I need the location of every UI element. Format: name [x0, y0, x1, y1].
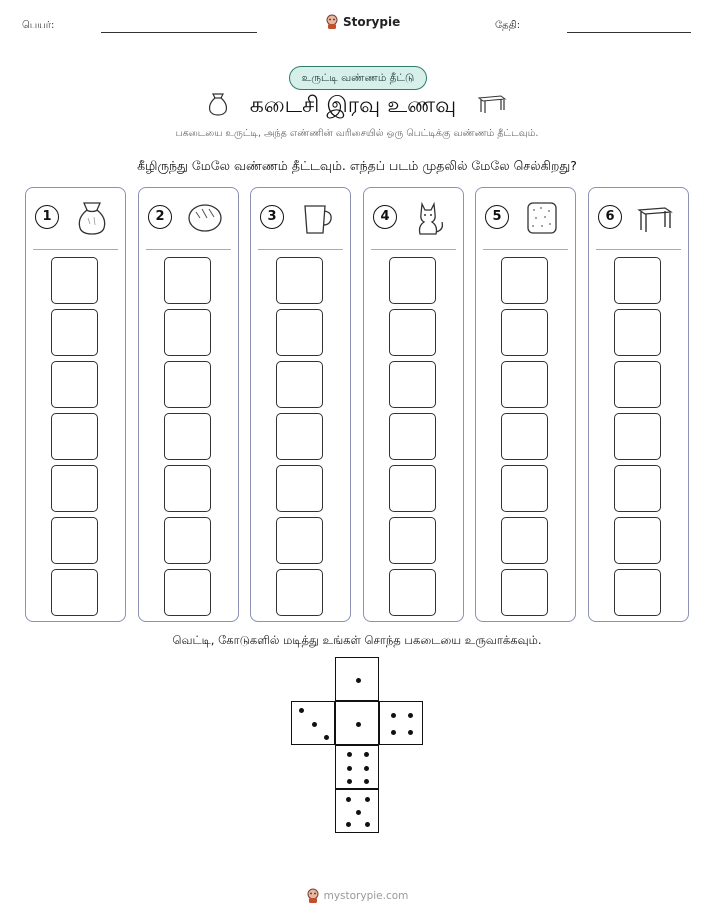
column-number: 3: [260, 205, 284, 229]
dice-column-6: [588, 187, 689, 622]
column-divider: [596, 249, 681, 250]
dice-pip: [408, 730, 413, 735]
column-number: 1: [35, 205, 59, 229]
dice-pip: [356, 678, 361, 683]
table-icon: [637, 200, 673, 236]
title-text: கடைசி இரவு உணவு: [249, 93, 457, 118]
color-box[interactable]: [164, 517, 211, 564]
column-divider: [33, 249, 118, 250]
dice-pip: [347, 766, 352, 771]
color-box[interactable]: [501, 569, 548, 616]
color-box[interactable]: [501, 465, 548, 512]
column-divider: [371, 249, 456, 250]
brand-name: Storypie: [343, 15, 401, 29]
footer: [0, 888, 714, 904]
dice-pip: [356, 810, 361, 815]
money-bag-icon: [74, 200, 110, 236]
name-label: பெயர்:: [22, 20, 55, 31]
color-box[interactable]: [389, 257, 436, 304]
column-number: 5: [485, 205, 509, 229]
color-box[interactable]: [51, 465, 98, 512]
color-box[interactable]: [51, 361, 98, 408]
color-box[interactable]: [614, 309, 661, 356]
color-box[interactable]: [501, 361, 548, 408]
storypie-mascot-icon: [325, 14, 339, 30]
cup-icon: [299, 200, 335, 236]
dice-pip: [312, 722, 317, 727]
dice-column-5: [475, 187, 576, 622]
color-box[interactable]: [389, 361, 436, 408]
color-box[interactable]: [276, 257, 323, 304]
dice-pip: [364, 752, 369, 757]
column-divider: [146, 249, 231, 250]
dice-column-1: [25, 187, 126, 622]
color-box[interactable]: [164, 361, 211, 408]
footer-url: mystorypie.com: [323, 890, 409, 902]
color-box[interactable]: [164, 465, 211, 512]
storypie-mascot-icon: [306, 888, 320, 904]
date-line[interactable]: [567, 32, 691, 33]
color-box[interactable]: [614, 569, 661, 616]
color-box[interactable]: [614, 517, 661, 564]
dice-pip: [408, 713, 413, 718]
dice-pip: [347, 779, 352, 784]
color-box[interactable]: [614, 361, 661, 408]
cat-icon: [412, 200, 448, 236]
color-box[interactable]: [51, 413, 98, 460]
column-divider: [483, 249, 568, 250]
dice-pip: [364, 766, 369, 771]
name-line[interactable]: [101, 32, 257, 33]
color-box[interactable]: [614, 465, 661, 512]
color-box[interactable]: [164, 569, 211, 616]
color-box[interactable]: [614, 257, 661, 304]
color-box[interactable]: [51, 569, 98, 616]
dice-pip: [299, 708, 304, 713]
color-box[interactable]: [276, 413, 323, 460]
flatbread-icon: [524, 200, 560, 236]
color-box[interactable]: [276, 361, 323, 408]
dice-pip: [346, 797, 351, 802]
dice-face-3: [291, 701, 335, 745]
bread-icon: [187, 200, 223, 236]
dice-column-3: [250, 187, 351, 622]
column-divider: [258, 249, 343, 250]
color-box[interactable]: [164, 309, 211, 356]
cut-instruction: வெட்டி, கோடுகளில் மடித்து உங்கள் சொந்த பகடையை உருவாக்கவும்.: [172, 633, 542, 647]
color-box[interactable]: [51, 309, 98, 356]
color-box[interactable]: [389, 517, 436, 564]
color-box[interactable]: [614, 413, 661, 460]
dice-face-5: [335, 789, 379, 833]
color-box[interactable]: [389, 309, 436, 356]
color-box[interactable]: [276, 517, 323, 564]
column-number: 4: [373, 205, 397, 229]
dice-pip: [365, 797, 370, 802]
color-box[interactable]: [276, 465, 323, 512]
dice-column-2: [138, 187, 239, 622]
color-box[interactable]: [501, 257, 548, 304]
column-number: 6: [598, 205, 622, 229]
dice-pip: [346, 822, 351, 827]
brand-logo: [325, 14, 400, 30]
color-box[interactable]: [389, 465, 436, 512]
dice-pip: [364, 779, 369, 784]
color-box[interactable]: [276, 569, 323, 616]
dice-face-1: [335, 701, 379, 745]
dice-pip: [356, 722, 361, 727]
dice-pip: [391, 730, 396, 735]
dice-pip: [324, 735, 329, 740]
page-title: [0, 92, 714, 122]
column-number: 2: [148, 205, 172, 229]
dice-face-4: [379, 701, 423, 745]
color-box[interactable]: [164, 413, 211, 460]
color-box[interactable]: [51, 257, 98, 304]
color-box[interactable]: [164, 257, 211, 304]
dice-pip: [391, 713, 396, 718]
date-label: தேதி:: [495, 20, 521, 31]
dice-face-1: [335, 657, 379, 701]
color-box[interactable]: [389, 569, 436, 616]
subtitle: பகடையை உருட்டி, அந்த எண்ணின் வரிசையில் ஒரு பெட்டிக்கு வண்ணம் தீட்டவும்.: [175, 128, 539, 139]
activity-tag: உருட்டி வண்ணம் தீட்டு: [289, 66, 427, 90]
instruction: கீழிருந்து மேலே வண்ணம் தீட்டவும். எந்தப் படம் முதலில் மேலே செல்கிறது?: [137, 158, 577, 173]
color-box[interactable]: [389, 413, 436, 460]
dice-face-6: [335, 745, 379, 789]
money-bag-icon: [207, 92, 229, 122]
table-icon: [477, 94, 507, 120]
color-box[interactable]: [276, 309, 323, 356]
color-box[interactable]: [501, 309, 548, 356]
dice-column-4: [363, 187, 464, 622]
color-box[interactable]: [501, 413, 548, 460]
dice-pip: [347, 752, 352, 757]
color-box[interactable]: [51, 517, 98, 564]
dice-pip: [365, 822, 370, 827]
color-box[interactable]: [501, 517, 548, 564]
